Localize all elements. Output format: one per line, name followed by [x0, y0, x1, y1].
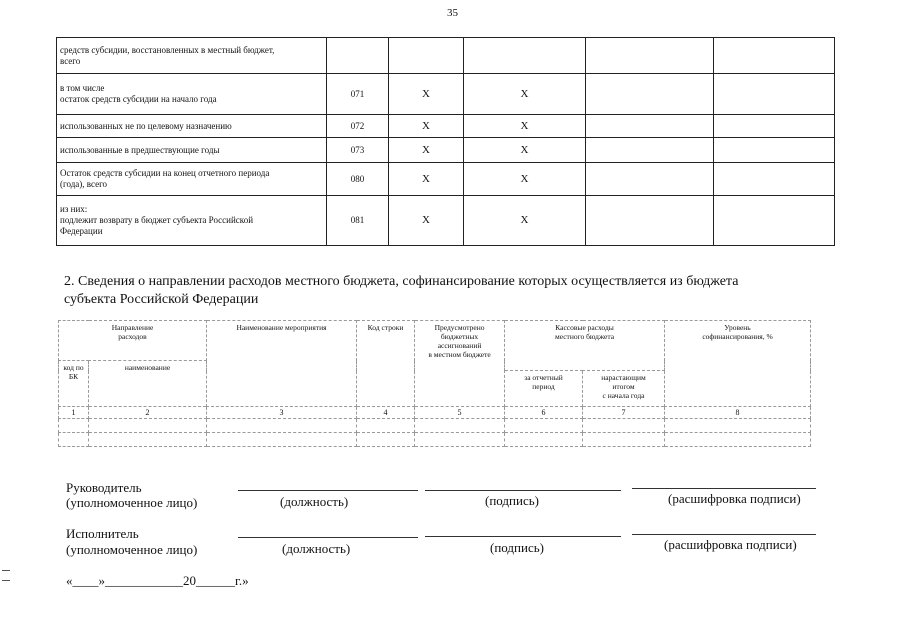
section-2-title: 2. Сведения о направлении расходов местного бюджета, софинансирование которых осуществляется из бюджета субъекта Российской Федерации [64, 274, 739, 307]
cell: X [464, 138, 586, 163]
cell [207, 433, 357, 447]
cell [714, 115, 835, 138]
scan-mark [2, 580, 10, 581]
subsidy-balance-table [56, 37, 835, 246]
cell: X [389, 115, 464, 138]
column-number: 6 [505, 407, 583, 419]
table-header-row [59, 321, 811, 361]
cell [505, 419, 583, 433]
cell [357, 433, 415, 447]
cell [665, 419, 811, 433]
row-label: средств субсидии, восстановленных в местный бюджет, всего [57, 38, 327, 74]
row-label: в том числе остаток средств субсидии на начало года [57, 74, 327, 115]
column-number-row [59, 407, 811, 419]
cell [583, 433, 665, 447]
row-label: из них: подлежит возврату в бюджет субъекта Российской Федерации [57, 196, 327, 246]
position-line [238, 490, 418, 491]
signature-line [425, 536, 621, 537]
row-label: использованные в предшествующие годы [57, 138, 327, 163]
column-number: 4 [357, 407, 415, 419]
decoding-line [632, 534, 816, 535]
table-row [57, 115, 835, 138]
position-caption: (должность) [280, 494, 349, 509]
header-level: Уровень софинансирования, % [665, 321, 811, 407]
column-number: 7 [583, 407, 665, 419]
cell [59, 433, 89, 447]
decoding-caption: (расшифровка подписи) [668, 491, 801, 506]
cell [714, 38, 835, 74]
cell [586, 38, 714, 74]
cell [583, 419, 665, 433]
column-number: 1 [59, 407, 89, 419]
cell [586, 163, 714, 196]
cell [714, 74, 835, 115]
cell [586, 138, 714, 163]
cell [207, 419, 357, 433]
cell [89, 433, 207, 447]
cell [505, 433, 583, 447]
table-row [57, 163, 835, 196]
cell [89, 419, 207, 433]
cell [586, 74, 714, 115]
signature-caption: (подпись) [485, 493, 539, 508]
cell [389, 38, 464, 74]
table-row [59, 419, 811, 433]
cell [464, 38, 586, 74]
page-number: 35 [447, 7, 458, 19]
row-label: Остаток средств субсидии на конец отчетного периода (года), всего [57, 163, 327, 196]
row-code: 081 [327, 196, 389, 246]
date-line: «____»____________20______г.» [66, 573, 249, 588]
position-line [238, 537, 418, 538]
header-line-code: Код строки [357, 321, 415, 407]
cell [714, 163, 835, 196]
cell: X [464, 74, 586, 115]
table-row [59, 433, 811, 447]
column-number: 2 [89, 407, 207, 419]
position-caption: (должность) [282, 541, 351, 556]
header-cash: Кассовые расходы местного бюджета [505, 321, 665, 371]
row-code [327, 38, 389, 74]
executor-subtitle: (уполномоченное лицо) [66, 542, 198, 557]
table-row [57, 74, 835, 115]
cell: X [389, 196, 464, 246]
cell: X [389, 138, 464, 163]
expenditure-direction-table [58, 320, 811, 447]
header-cumulative: нарастающим итогом с начала года [583, 371, 665, 407]
scan-mark [2, 570, 10, 571]
cell [415, 433, 505, 447]
cell: X [464, 163, 586, 196]
column-number: 5 [415, 407, 505, 419]
header-planned: Предусмотрено бюджетных ассигнований в местном бюджете [415, 321, 505, 407]
cell: X [464, 115, 586, 138]
header-name: наименование [89, 361, 207, 407]
cell [714, 138, 835, 163]
head-subtitle: (уполномоченное лицо) [66, 495, 198, 510]
decoding-line [632, 488, 816, 489]
row-code: 073 [327, 138, 389, 163]
table-row [57, 196, 835, 246]
cell [59, 419, 89, 433]
column-number: 8 [665, 407, 811, 419]
cell: X [389, 74, 464, 115]
table-row [57, 38, 835, 74]
row-code: 072 [327, 115, 389, 138]
header-period: за отчетный период [505, 371, 583, 407]
header-bk-code: код по БК [59, 361, 89, 407]
row-code: 080 [327, 163, 389, 196]
column-number: 3 [207, 407, 357, 419]
cell [586, 115, 714, 138]
cell [665, 433, 811, 447]
cell: X [464, 196, 586, 246]
cell [415, 419, 505, 433]
cell [586, 196, 714, 246]
head-title: Руководитель [66, 480, 142, 495]
cell [357, 419, 415, 433]
row-code: 071 [327, 74, 389, 115]
cell [714, 196, 835, 246]
cell: X [389, 163, 464, 196]
signature-line [425, 490, 621, 491]
decoding-caption: (расшифровка подписи) [664, 537, 797, 552]
signature-caption: (подпись) [490, 540, 544, 555]
header-measure: Наименование мероприятия [207, 321, 357, 407]
row-label: использованных не по целевому назначению [57, 115, 327, 138]
executor-title: Исполнитель [66, 526, 139, 541]
table-row [57, 138, 835, 163]
header-direction: Направление расходов [59, 321, 207, 361]
